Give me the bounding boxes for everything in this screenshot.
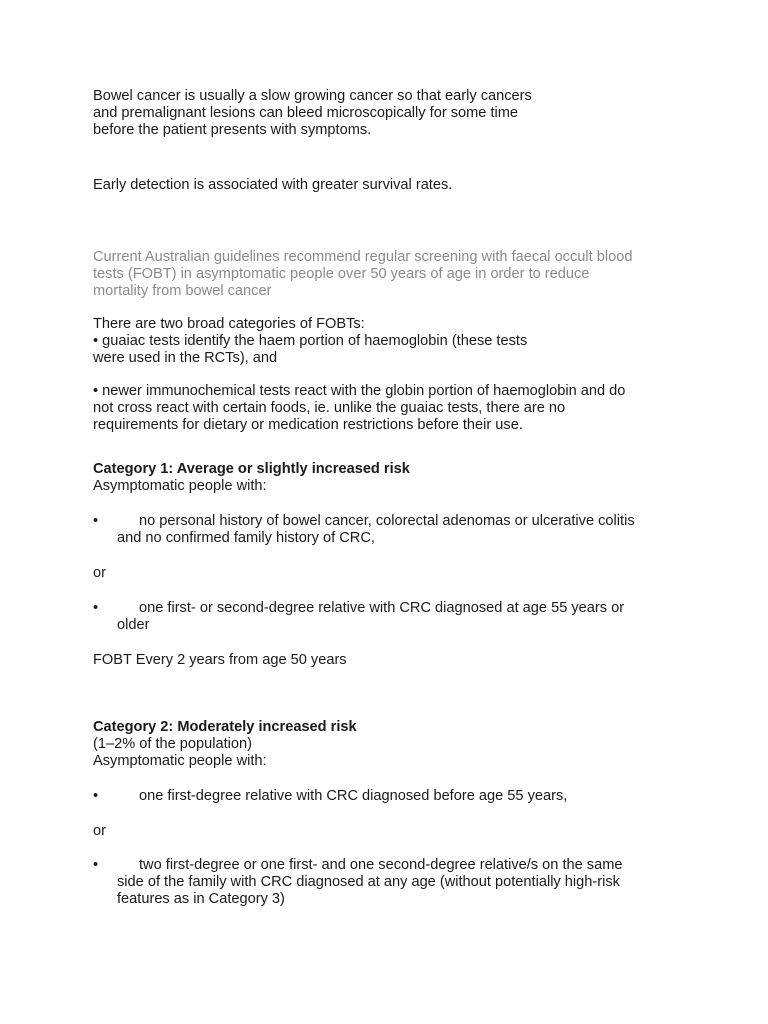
intro-line: before the patient presents with symptoms. — [93, 122, 372, 138]
fobt-categories-line: were used in the RCTs), and — [93, 350, 278, 366]
category2-header — [93, 719, 693, 770]
intro-line: Bowel cancer is usually a slow growing cancer so that early cancers — [93, 88, 532, 104]
category1-bullet-2 — [93, 600, 693, 634]
guidelines-line: mortality from bowel cancer — [93, 283, 272, 299]
category2-population: (1–2% of the population) — [93, 736, 253, 752]
fobt-categories-line: There are two broad categories of FOBTs: — [93, 316, 365, 332]
guidelines-line: tests (FOBT) in asymptomatic people over 50 years of age in order to reduce — [93, 266, 590, 282]
bullet-text: one first-degree relative with CRC diagnosed before age 55 years, — [139, 788, 568, 804]
bullet-text-continued: side of the family with CRC diagnosed at any age (without potentially high-risk — [117, 874, 620, 890]
or-text: or — [93, 565, 106, 581]
category1-subheading: Asymptomatic people with: — [93, 478, 267, 494]
bullet-text-continued: and no confirmed family history of CRC, — [117, 530, 375, 546]
category1-heading: Category 1: Average or slightly increased risk — [93, 461, 410, 477]
or-text: or — [93, 823, 106, 839]
fobt-categories-paragraph — [93, 316, 693, 367]
bullet-text: two first-degree or one first- and one second-degree relative/s on the same — [139, 857, 623, 873]
bullet-icon: • — [93, 600, 99, 616]
category2-subheading: Asymptomatic people with: — [93, 753, 267, 769]
category2-heading: Category 2: Moderately increased risk — [93, 719, 357, 735]
recommendation-text: FOBT Every 2 years from age 50 years — [93, 652, 347, 668]
guidelines-paragraph — [93, 249, 693, 300]
category1-header — [93, 461, 693, 495]
bullet-text: one first- or second-degree relative with CRC diagnosed at age 55 years or — [139, 600, 625, 616]
early-detection-paragraph — [93, 177, 693, 194]
immunochemical-line: • newer immunochemical tests react with the globin portion of haemoglobin and do — [93, 383, 626, 399]
category2-or — [93, 823, 693, 840]
category1-or — [93, 565, 693, 582]
fobt-categories-line: • guaiac tests identify the haem portion of haemoglobin (these tests — [93, 333, 528, 349]
bullet-text-continued: features as in Category 3) — [117, 891, 285, 907]
bullet-icon: • — [93, 788, 99, 804]
category2-bullet-1 — [93, 788, 693, 805]
bullet-text-continued: older — [117, 617, 150, 633]
category1-recommendation — [93, 652, 693, 669]
bullet-text: no personal history of bowel cancer, colorectal adenomas or ulcerative colitis — [139, 513, 635, 529]
category2-bullet-2 — [93, 857, 693, 908]
bullet-icon: • — [93, 857, 99, 873]
immunochemical-line: requirements for dietary or medication restrictions before their use. — [93, 417, 523, 433]
immunochemical-paragraph — [93, 383, 693, 434]
intro-paragraph — [93, 88, 693, 139]
category1-bullet-1 — [93, 513, 693, 547]
bullet-icon: • — [93, 513, 99, 529]
early-detection-text: Early detection is associated with greater survival rates. — [93, 177, 453, 193]
guidelines-line: Current Australian guidelines recommend regular screening with faecal occult blood — [93, 249, 633, 265]
intro-line: and premalignant lesions can bleed microscopically for some time — [93, 105, 519, 121]
immunochemical-line: not cross react with certain foods, ie. unlike the guaiac tests, there are no — [93, 400, 566, 416]
